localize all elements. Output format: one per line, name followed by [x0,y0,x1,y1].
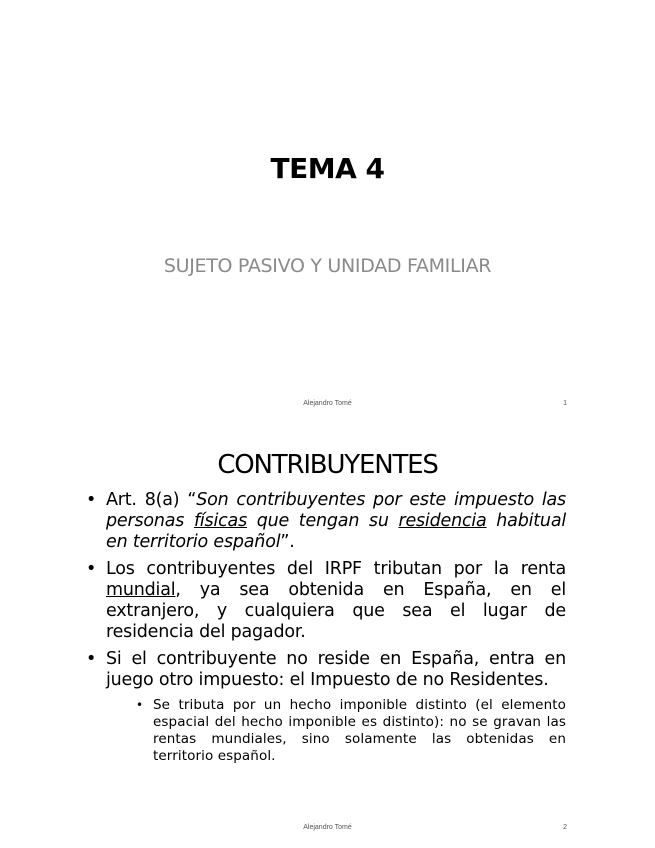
bullet-item: • Si el contribuyente no reside en España, entra en juego otro impuesto: el Impuesto de no Residentes. [86,649,566,691]
page-number: 1 [563,400,567,407]
page-number: 2 [563,824,567,831]
bullet-text: , ya sea obtenida en España, en el extranjero, y cualquiera que sea el lugar de residencia del pagador. [106,580,566,642]
slide-footer: Alejandro Tomé [303,400,352,407]
bullet-item [86,490,566,553]
quote-text: habitual en territorio español [106,511,567,552]
bullet-text: Los contribuyentes del IRPF tributan por la renta [106,559,566,579]
slide-2 [0,424,655,848]
slide-title: CONTRIBUYENTES [217,450,438,480]
slide-title: TEMA 4 [270,152,385,185]
quote-text: que tengan su [247,511,399,531]
quote-underlined: residencia [398,511,487,531]
slide-footer: Alejandro Tomé [303,824,352,831]
bullet-list [86,490,566,765]
sub-bullet-item: • Se tributa por un hecho imponible distinto (el elemento espacial del hecho imponible es distinto): no se gravan las rentas mundiales, sino solamente las obtenidas en territorio español. [136,697,566,765]
quote-text: Son contribuyentes por este impuesto las personas [106,490,566,531]
slide-subtitle: SUJETO PASIVO Y UNIDAD FAMILIAR [163,255,492,277]
bullet-text: ”. [280,532,295,552]
quote-underlined: físicas [193,511,248,531]
bullet-text: Art. 8(a) “ [106,490,197,510]
bullet-item [86,559,566,643]
bullet-underlined: mundial [106,580,176,600]
